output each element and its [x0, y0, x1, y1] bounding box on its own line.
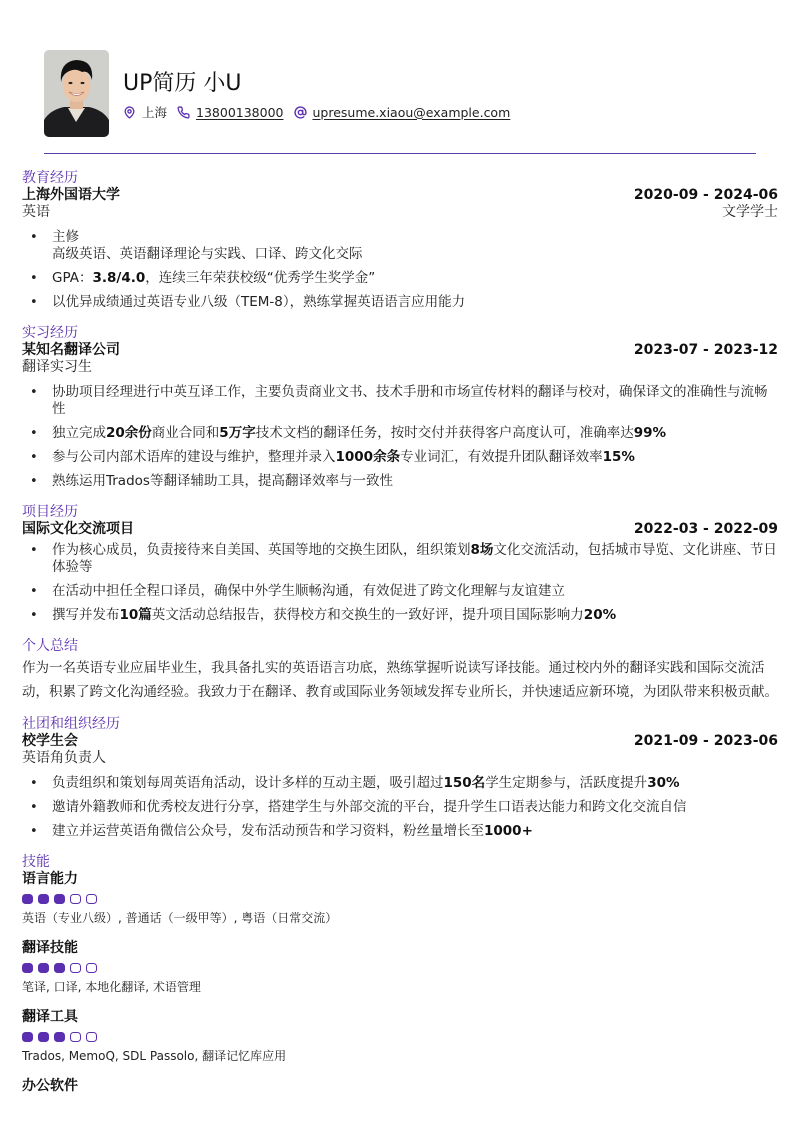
- list-item: • 参与公司内部术语库的建设与维护，整理并录入1000余条专业词汇，有效提升团队翻译效率15%: [22, 449, 778, 466]
- skill-name: 语言能力: [22, 871, 78, 887]
- rating-dot-empty: [86, 894, 97, 904]
- header-divider: [44, 153, 756, 154]
- role: 英语角负责人: [22, 750, 106, 766]
- skill-description: 笔译, 口译, 本地化翻译, 术语管理: [22, 980, 201, 994]
- list-item: • 独立完成20余份商业合同和5万字技术文档的翻译任务，按时交付并获得客户高度认可，准确率达99%: [22, 425, 778, 442]
- section-title: 个人总结: [22, 638, 78, 654]
- skill-description: Trados, MemoQ, SDL Passolo, 翻译记忆库应用: [22, 1049, 287, 1063]
- rating-dot-filled: [22, 963, 33, 973]
- section-title: 技能: [22, 854, 50, 870]
- at-sign-icon: [294, 106, 307, 119]
- bullet-list: [22, 775, 778, 840]
- project-name: 国际文化交流项目: [22, 521, 134, 537]
- section-organizations: [22, 716, 778, 840]
- summary-text: 作为一名英语专业应届毕业生，我具备扎实的英语语言功底，熟练掌握听说读写译技能。通过校内外的翻译实践和国际交流活动，积累了跨文化沟通经验。我致力于在翻译、教育或国际业务领域发挥专业所长，并快速适应新环境，为团队带来积极贡献。: [22, 660, 778, 700]
- bullet-list: [22, 229, 778, 311]
- bullet-list: [22, 542, 778, 624]
- entry-date: 2023-07 - 2023-12: [633, 342, 778, 358]
- profile-photo: [44, 50, 109, 137]
- skill-item: [22, 1078, 778, 1095]
- phone-icon: [177, 106, 190, 119]
- entry-date: 2022-03 - 2022-09: [633, 521, 778, 537]
- skill-item: [22, 871, 778, 926]
- contact-location: [123, 103, 167, 121]
- list-item: • 在活动中担任全程口译员，确保中外学生顺畅沟通，有效促进了跨文化理解与友谊建立: [22, 583, 778, 600]
- section-title: 社团和组织经历: [22, 716, 120, 732]
- section-education: [22, 170, 778, 311]
- section-title: 教育经历: [22, 170, 78, 186]
- section-internship: [22, 325, 778, 490]
- rating-dot-empty: [70, 894, 81, 904]
- rating-dot-filled: [38, 1032, 49, 1042]
- skill-rating: [22, 1032, 778, 1043]
- contact-phone: [177, 105, 283, 120]
- contact-email: [294, 105, 511, 120]
- skill-item: [22, 940, 778, 995]
- list-item: • 以优异成绩通过英语专业八级（TEM-8），熟练掌握英语语言应用能力: [22, 294, 778, 311]
- entry-header: [22, 521, 778, 538]
- entry-date: 2020-09 - 2024-06: [633, 187, 778, 203]
- entry-header: [22, 733, 778, 750]
- major: 英语: [22, 204, 50, 220]
- list-item: • 建立并运营英语角微信公众号，发布活动预告和学习资料，粉丝量增长至1000+: [22, 823, 778, 840]
- rating-dot-filled: [38, 894, 49, 904]
- skill-rating: [22, 894, 778, 905]
- role: 翻译实习生: [22, 359, 92, 375]
- rating-dot-empty: [70, 1032, 81, 1042]
- map-pin-icon: [123, 106, 136, 119]
- rating-dot-filled: [54, 963, 65, 973]
- email-link[interactable]: upresume.xiaou@example.com: [312, 104, 511, 120]
- rating-dot-filled: [22, 1032, 33, 1042]
- rating-dot-filled: [38, 963, 49, 973]
- location-text: 上海: [142, 105, 168, 120]
- list-item: • 负责组织和策划每周英语角活动，设计多样的互动主题，吸引超过150名学生定期参与，活跃度提升30%: [22, 775, 778, 792]
- section-title: 项目经历: [22, 504, 78, 520]
- phone-link[interactable]: 13800138000: [196, 104, 284, 120]
- rating-dot-filled: [54, 894, 65, 904]
- skill-name: 翻译技能: [22, 940, 78, 956]
- section-projects: [22, 504, 778, 624]
- section-title: 实习经历: [22, 325, 78, 341]
- list-item: • GPA：3.8/4.0，连续三年荣获校级“优秀学生奖学金”: [22, 270, 778, 287]
- entry-date: 2021-09 - 2023-06: [633, 733, 778, 749]
- list-item: • 邀请外籍教师和优秀校友进行分享，搭建学生与外部交流的平台，提升学生口语表达能力和跨文化交流自信: [22, 799, 778, 816]
- degree: 文学学士: [722, 204, 778, 220]
- resume-header: [22, 0, 778, 154]
- rating-dot-empty: [86, 1032, 97, 1042]
- rating-dot-filled: [54, 1032, 65, 1042]
- rating-dot-filled: [22, 894, 33, 904]
- org-name: 校学生会: [22, 733, 78, 749]
- section-skills: [22, 854, 778, 1095]
- section-summary: [22, 638, 778, 704]
- list-item: • 协助项目经理进行中英互译工作，主要负责商业文书、技术手册和市场宣传材料的翻译与校对，确保译文的准确性与流畅性: [22, 384, 778, 418]
- list-item: • 作为核心成员，负责接待来自美国、英国等地的交换生团队，组织策划8场文化交流活动，包括城市导览、文化讲座、节日体验等: [22, 542, 778, 576]
- list-item: • 主修 高级英语、英语翻译理论与实践、口译、跨文化交际: [22, 229, 778, 263]
- entry-header: [22, 342, 778, 359]
- entry-subheader: [22, 750, 778, 767]
- entry-header: [22, 187, 778, 204]
- entry-subheader: [22, 359, 778, 376]
- list-item: • 熟练运用Trados等翻译辅助工具，提高翻译效率与一致性: [22, 473, 778, 490]
- skill-name: 翻译工具: [22, 1009, 78, 1025]
- rating-dot-empty: [70, 963, 81, 973]
- skill-item: [22, 1009, 778, 1064]
- school-name: 上海外国语大学: [22, 187, 120, 203]
- company-name: 某知名翻译公司: [22, 342, 120, 358]
- rating-dot-empty: [86, 963, 97, 973]
- contact-info: [123, 103, 520, 121]
- bullet-list: [22, 384, 778, 490]
- skill-rating: [22, 963, 778, 974]
- skill-description: 英语（专业八级）, 普通话（一级甲等）, 粤语（日常交流）: [22, 911, 338, 925]
- entry-subheader: [22, 204, 778, 221]
- list-item: • 撰写并发布10篇英文活动总结报告，获得校方和交换生的一致好评，提升项目国际影响力20%: [22, 607, 778, 624]
- candidate-name: UP简历 小U: [123, 71, 242, 96]
- skill-name: 办公软件: [22, 1078, 78, 1094]
